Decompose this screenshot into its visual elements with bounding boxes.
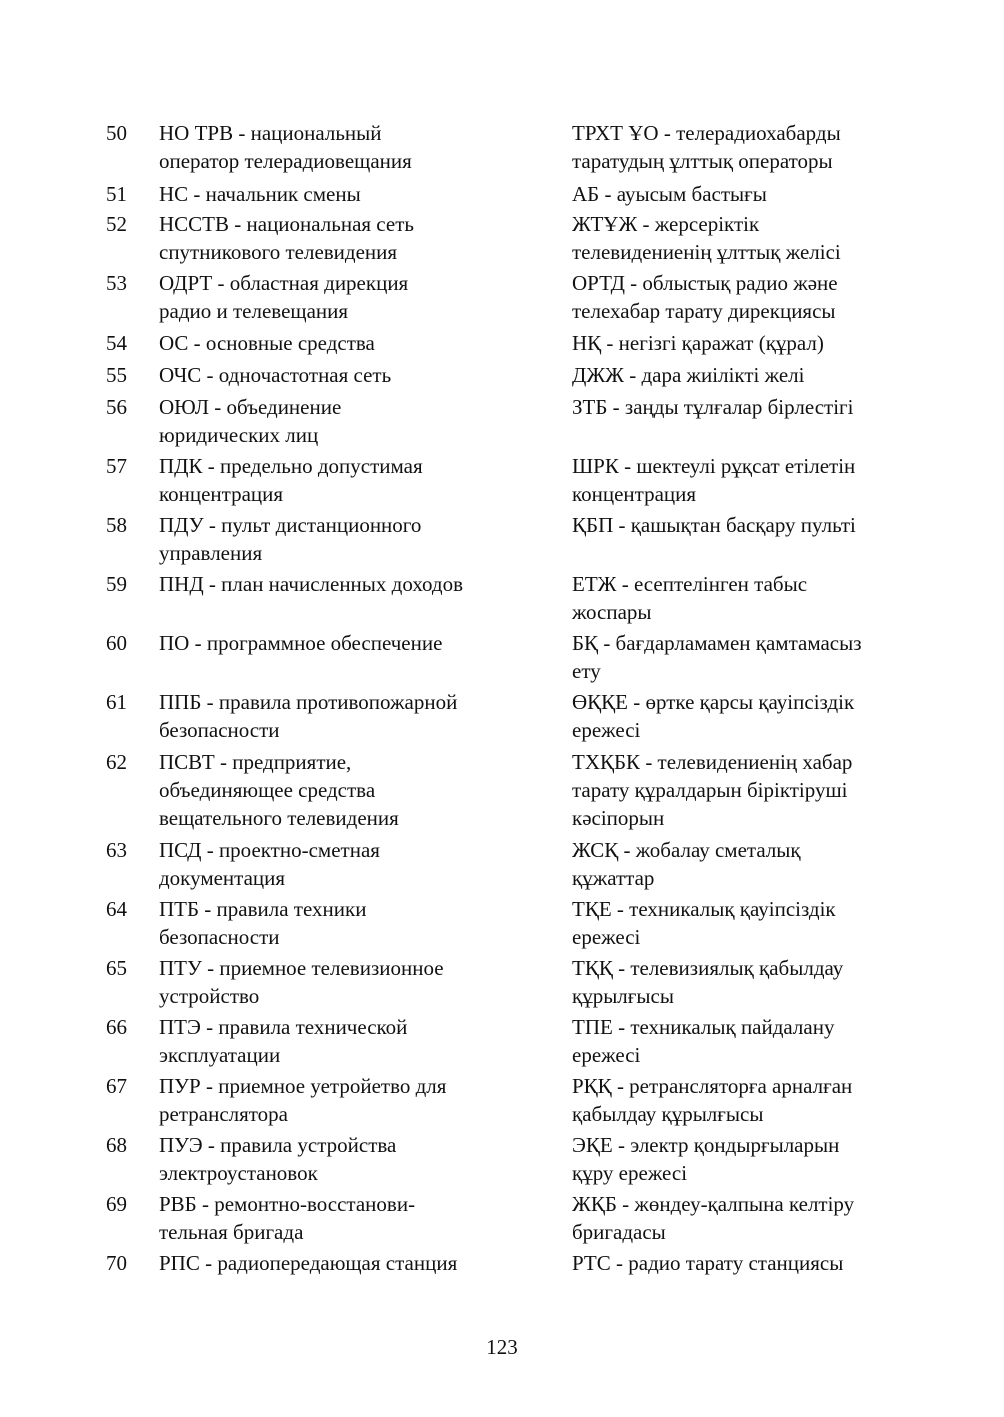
term-line: ӨҚҚЕ - өртке қарсы қауіпсіздік <box>572 690 855 714</box>
kazakh-term <box>572 269 972 325</box>
kazakh-term <box>572 570 972 626</box>
russian-term <box>159 180 559 208</box>
row-number: 63 <box>106 838 127 862</box>
row-number: 66 <box>106 1015 127 1039</box>
page-number: 123 <box>486 1335 518 1359</box>
term-line: документация <box>159 866 286 890</box>
kazakh-term <box>572 688 972 744</box>
term-line: ережесі <box>572 718 641 742</box>
kazakh-term <box>572 361 972 389</box>
term-line: ҚБП - қашықтан басқару пульті <box>572 513 856 537</box>
term-line: ДЖЖ - дара жиілікті желі <box>572 363 805 387</box>
russian-term <box>159 119 559 175</box>
term-line: РҚҚ - ретрансляторға арналған <box>572 1074 853 1098</box>
term-line: концентрация <box>159 482 284 506</box>
russian-term <box>159 210 559 266</box>
term-line: ТХҚБК - телевидениенің хабар <box>572 750 853 774</box>
term-line: НС - начальник смены <box>159 182 361 206</box>
russian-term <box>159 1131 559 1187</box>
russian-term <box>159 954 559 1010</box>
term-line: РПС - радиопередающая станция <box>159 1251 458 1275</box>
row-number: 50 <box>106 121 127 145</box>
term-line: ЗТБ - заңды тұлғалар бірлестігі <box>572 395 854 419</box>
kazakh-term <box>572 180 972 208</box>
kazakh-term <box>572 393 972 421</box>
russian-term <box>159 629 559 657</box>
row-number: 53 <box>106 271 127 295</box>
term-line: РТС - радио тарату станциясы <box>572 1251 844 1275</box>
kazakh-term <box>572 629 972 685</box>
term-line: ПТУ - приемное телевизионное <box>159 956 444 980</box>
term-line: ТРХТ ҰО - телерадиохабарды <box>572 121 841 145</box>
term-line: безопасности <box>159 925 280 949</box>
russian-term <box>159 895 559 951</box>
term-line: тарату құралдарын біріктіруші <box>572 778 848 802</box>
row-number: 51 <box>106 182 127 206</box>
row-number: 59 <box>106 572 127 596</box>
term-line: ЖСҚ - жобалау сметалық <box>572 838 801 862</box>
russian-term <box>159 393 559 449</box>
term-line: ТҚҚ - телевизиялық қабылдау <box>572 956 844 980</box>
russian-term <box>159 361 559 389</box>
kazakh-term <box>572 895 972 951</box>
term-line: ПУЭ - правила устройства <box>159 1133 397 1157</box>
kazakh-term <box>572 329 972 357</box>
term-line: ЖТҰЖ - жерсеріктік <box>572 212 760 236</box>
term-line: тельная бригада <box>159 1220 304 1244</box>
term-line: ТҚЕ - техникалық қауіпсіздік <box>572 897 836 921</box>
kazakh-term <box>572 511 972 539</box>
term-line: ПНД - план начисленных доходов <box>159 572 464 596</box>
russian-term <box>159 570 559 598</box>
term-line: ПО - программное обеспечение <box>159 631 443 655</box>
row-number: 70 <box>106 1251 127 1275</box>
term-line: НҚ - негізгі қаражат (құрал) <box>572 331 824 355</box>
term-line: телевидениенің ұлттық желісі <box>572 240 841 264</box>
kazakh-term <box>572 1131 972 1187</box>
term-line: радио и телевещания <box>159 299 349 323</box>
row-number: 68 <box>106 1133 127 1157</box>
term-line: ПТЭ - правила технической <box>159 1015 408 1039</box>
term-line: ОЧС - одночастотная сеть <box>159 363 392 387</box>
kazakh-term <box>572 1072 972 1128</box>
term-line: ОЮЛ - объединение <box>159 395 342 419</box>
russian-term <box>159 511 559 567</box>
term-line: оператор телерадиовещания <box>159 149 412 173</box>
kazakh-term <box>572 210 972 266</box>
row-number: 64 <box>106 897 127 921</box>
term-line: ШРК - шектеулі рұқсат етілетін <box>572 454 856 478</box>
term-line: БҚ - бағдарламамен қамтамасыз <box>572 631 862 655</box>
term-line: юридических лиц <box>159 423 319 447</box>
russian-term <box>159 748 559 832</box>
russian-term <box>159 1013 559 1069</box>
term-line: объединяющее средства <box>159 778 376 802</box>
term-line: управления <box>159 541 263 565</box>
term-line: ТПЕ - техникалық пайдалану <box>572 1015 835 1039</box>
row-number: 57 <box>106 454 127 478</box>
row-number: 52 <box>106 212 127 236</box>
term-line: электроустановок <box>159 1161 318 1185</box>
term-line: ПТБ - правила техники <box>159 897 367 921</box>
term-line: ОС - основные средства <box>159 331 375 355</box>
kazakh-term <box>572 1190 972 1246</box>
row-number: 54 <box>106 331 127 355</box>
term-line: эксплуатации <box>159 1043 281 1067</box>
term-line: спутникового телевидения <box>159 240 398 264</box>
term-line: бригадасы <box>572 1220 666 1244</box>
term-line: ЖҚБ - жөндеу-қалпына келтіру <box>572 1192 855 1216</box>
row-number: 56 <box>106 395 127 419</box>
term-line: НССТВ - национальная сеть <box>159 212 414 236</box>
term-line: ЕТЖ - есептелінген табыс <box>572 572 808 596</box>
term-line: концентрация <box>572 482 697 506</box>
row-number: 69 <box>106 1192 127 1216</box>
row-number: 55 <box>106 363 127 387</box>
term-line: ОДРТ - областная дирекция <box>159 271 409 295</box>
row-number: 60 <box>106 631 127 655</box>
term-line: құжаттар <box>572 866 655 890</box>
kazakh-term <box>572 954 972 1010</box>
term-line: қабылдау құрылғысы <box>572 1102 764 1126</box>
term-line: телехабар тарату дирекциясы <box>572 299 836 323</box>
row-number: 65 <box>106 956 127 980</box>
term-line: құру ережесі <box>572 1161 688 1185</box>
term-line: безопасности <box>159 718 280 742</box>
term-line: вещательного телевидения <box>159 806 399 830</box>
kazakh-term <box>572 452 972 508</box>
term-line: құрылғысы <box>572 984 674 1008</box>
term-line: ережесі <box>572 1043 641 1067</box>
term-line: ПДК - предельно допустимая <box>159 454 423 478</box>
term-line: кәсіпорын <box>572 806 665 830</box>
kazakh-term <box>572 748 972 832</box>
term-line: ППБ - правила противопожарной <box>159 690 458 714</box>
term-line: ОРТД - облыстық радио және <box>572 271 838 295</box>
russian-term <box>159 452 559 508</box>
russian-term <box>159 836 559 892</box>
kazakh-term <box>572 836 972 892</box>
russian-term <box>159 1072 559 1128</box>
row-number: 61 <box>106 690 127 714</box>
term-line: НО ТРВ - национальный <box>159 121 382 145</box>
russian-term <box>159 1249 559 1277</box>
term-line: таратудың ұлттық операторы <box>572 149 833 173</box>
term-line: устройство <box>159 984 260 1008</box>
row-number: 67 <box>106 1074 127 1098</box>
kazakh-term <box>572 119 972 175</box>
kazakh-term <box>572 1013 972 1069</box>
row-number: 62 <box>106 750 127 774</box>
russian-term <box>159 688 559 744</box>
russian-term <box>159 1190 559 1246</box>
row-number: 58 <box>106 513 127 537</box>
term-line: жоспары <box>572 600 652 624</box>
kazakh-term <box>572 1249 972 1277</box>
term-line: ету <box>572 659 601 683</box>
russian-term <box>159 269 559 325</box>
term-line: ретранслятора <box>159 1102 288 1126</box>
term-line: ПСД - проектно-сметная <box>159 838 380 862</box>
term-line: АБ - ауысым бастығы <box>572 182 767 206</box>
term-line: ПУР - приемное уетройетво для <box>159 1074 447 1098</box>
russian-term <box>159 329 559 357</box>
term-line: ПДУ - пульт дистанционного <box>159 513 422 537</box>
term-line: ЭҚЕ - электр қондырғыларын <box>572 1133 840 1157</box>
term-line: ПСВТ - предприятие, <box>159 750 352 774</box>
term-line: РВБ - ремонтно-восстанови- <box>159 1192 416 1216</box>
term-line: ережесі <box>572 925 641 949</box>
